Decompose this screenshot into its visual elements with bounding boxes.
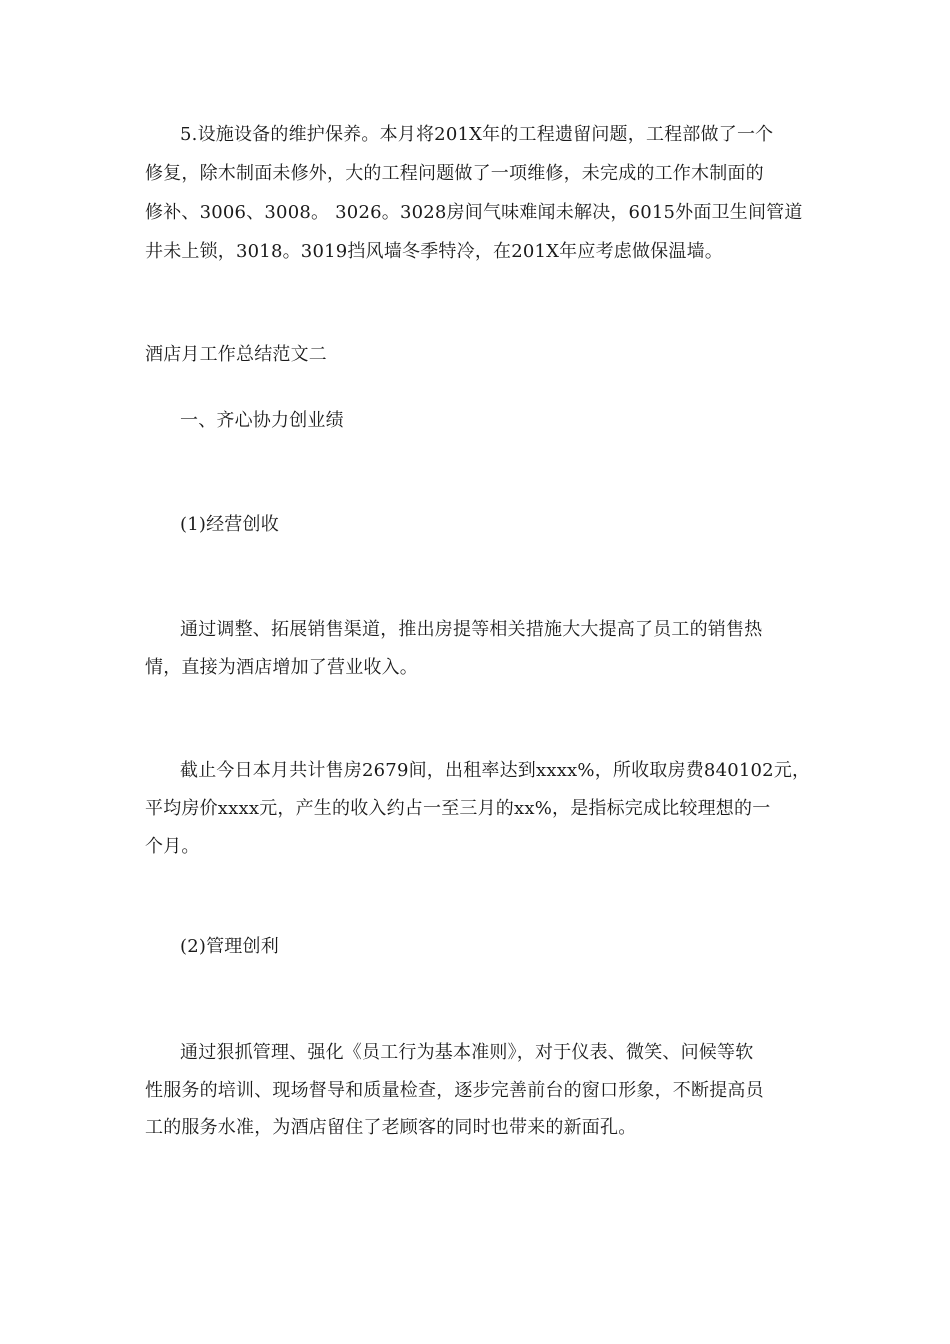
text-line: 情，直接为酒店增加了营业收入。: [145, 657, 418, 678]
text-line: 井未上锁，3018。3019挡风墙冬季特冷，在201X年应考虑做保温墙。: [145, 241, 723, 262]
subheading-2: (2)管理创利: [180, 936, 279, 957]
text-line: 平均房价xxxx元，产生的收入约占一至三月的xx%，是指标完成比较理想的一: [145, 798, 771, 819]
text-line: 通过调整、拓展销售渠道，推出房提等相关措施大大提高了员工的销售热: [180, 619, 763, 640]
section-title: 酒店月工作总结范文二: [145, 344, 327, 365]
text-line: 修补、3006、3008。 3026。3028房间气味难闻未解决，6015外面卫生间管道: [145, 202, 803, 223]
subheading-1: (1)经营创收: [180, 514, 279, 535]
heading-1: 一、齐心协力创业绩: [180, 410, 344, 431]
text-line: 性服务的培训、现场督导和质量检查，逐步完善前台的窗口形象，不断提高员: [145, 1080, 764, 1101]
text-line: 5.设施设备的维护保养。本月将201X年的工程遗留问题，工程部做了一个: [180, 124, 774, 145]
text-line: 通过狠抓管理、强化《员工行为基本准则》，对于仪表、微笑、问候等软: [180, 1042, 754, 1063]
text-line: 修复，除木制面未修外，大的工程问题做了一项维修，未完成的工作木制面的: [145, 163, 764, 184]
text-line: 个月。: [145, 836, 200, 857]
text-line: 截止今日本月共计售房2679间，出租率达到xxxx%，所收取房费840102元，: [180, 760, 811, 781]
text-line: 工的服务水准，为酒店留住了老顾客的同时也带来的新面孔。: [145, 1117, 637, 1138]
